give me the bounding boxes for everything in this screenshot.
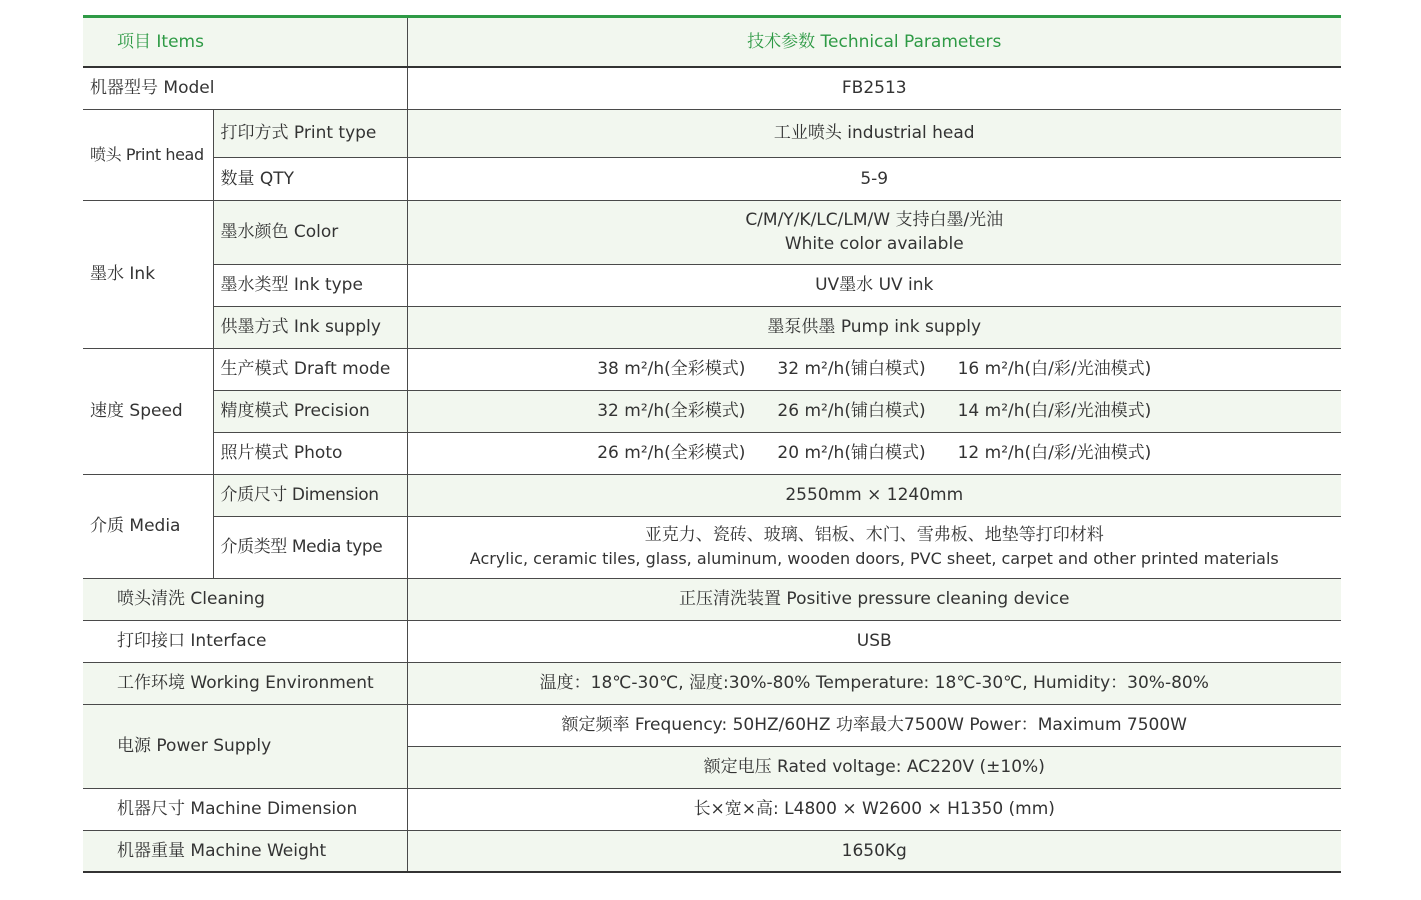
precision-value-varnish: 14 m²/h(白/彩/光油模式) xyxy=(957,401,1152,421)
table-row xyxy=(83,620,1341,662)
media-type-line2: Acrylic, ceramic tiles, glass, aluminum, wooden doors, PVC sheet, carpet and other printed materials xyxy=(469,549,1279,568)
qty-value: 5-9 xyxy=(407,157,1341,200)
qty-label: 数量 QTY xyxy=(213,157,407,200)
table-row xyxy=(83,67,1341,109)
header-params: 技术参数 Technical Parameters xyxy=(407,17,1341,68)
table-row xyxy=(83,200,1341,264)
photo-value-full: 26 m²/h(全彩模式) xyxy=(597,443,746,463)
cleaning-label: 喷头清洗 Cleaning xyxy=(83,578,407,620)
ink-group: 墨水 Ink xyxy=(83,200,213,348)
ink-type-value: UV墨水 UV ink xyxy=(407,264,1341,306)
print-type-label: 打印方式 Print type xyxy=(213,109,407,157)
ink-color-value xyxy=(407,200,1341,264)
table-row xyxy=(83,390,1341,432)
photo-value-varnish: 12 m²/h(白/彩/光油模式) xyxy=(957,443,1152,463)
interface-label: 打印接口 Interface xyxy=(83,620,407,662)
print-type-value: 工业喷头 industrial head xyxy=(407,109,1341,157)
printhead-group xyxy=(83,109,213,200)
table-row xyxy=(83,474,1341,516)
ink-color-line2: White color available xyxy=(784,234,964,254)
speed-group: 速度 Speed xyxy=(83,348,213,474)
table-row xyxy=(83,109,1341,157)
table-row xyxy=(83,704,1341,746)
media-group: 介质 Media xyxy=(83,474,213,578)
table-row xyxy=(83,432,1341,474)
interface-value: USB xyxy=(407,620,1341,662)
table-row xyxy=(83,662,1341,704)
ink-type-label: 墨水类型 Ink type xyxy=(213,264,407,306)
dimension-label: 机器尺寸 Machine Dimension xyxy=(83,788,407,830)
environment-value: 温度：18℃-30℃, 湿度:30%-80% Temperature: 18℃-30℃, Humidity：30%-80% xyxy=(407,662,1341,704)
environment-label: 工作环境 Working Environment xyxy=(83,662,407,704)
media-type-label: 介质类型 Media type xyxy=(213,516,407,578)
media-dimension-label: 介质尺寸 Dimension xyxy=(213,474,407,516)
table-row xyxy=(83,516,1341,578)
printhead-group-label: 喷头 Print head xyxy=(90,144,204,164)
ink-supply-label: 供墨方式 Ink supply xyxy=(213,306,407,348)
table-row xyxy=(83,157,1341,200)
table-row xyxy=(83,788,1341,830)
draft-value-varnish: 16 m²/h(白/彩/光油模式) xyxy=(957,359,1152,379)
dimension-value: 长×宽×高: L4800 × W2600 × H1350 (mm) xyxy=(407,788,1341,830)
power-value-1: 额定频率 Frequency: 50HZ/60HZ 功率最大7500W Power：Maximum 7500W xyxy=(407,704,1341,746)
table-row xyxy=(83,348,1341,390)
cleaning-value: 正压清洗装置 Positive pressure cleaning device xyxy=(407,578,1341,620)
table-row xyxy=(83,830,1341,872)
photo-label: 照片模式 Photo xyxy=(213,432,407,474)
weight-label: 机器重量 Machine Weight xyxy=(83,830,407,872)
table-row xyxy=(83,306,1341,348)
draft-value-full: 38 m²/h(全彩模式) xyxy=(597,359,746,379)
model-value: FB2513 xyxy=(407,67,1341,109)
media-type-line1: 亚克力、瓷砖、玻璃、铝板、木门、雪弗板、地垫等打印材料 xyxy=(644,525,1104,545)
draft-values xyxy=(407,348,1341,390)
power-value-2: 额定电压 Rated voltage: AC220V (±10%) xyxy=(407,746,1341,788)
power-label: 电源 Power Supply xyxy=(83,704,407,788)
precision-label: 精度模式 Precision xyxy=(213,390,407,432)
draft-label: 生产模式 Draft mode xyxy=(213,348,407,390)
weight-value: 1650Kg xyxy=(407,830,1341,872)
media-type-value xyxy=(407,516,1341,578)
spec-table xyxy=(83,15,1341,873)
photo-value-white: 20 m²/h(铺白模式) xyxy=(777,443,926,463)
media-dimension-value: 2550mm × 1240mm xyxy=(407,474,1341,516)
ink-supply-value: 墨泵供墨 Pump ink supply xyxy=(407,306,1341,348)
precision-values xyxy=(407,390,1341,432)
header-row xyxy=(83,17,1341,68)
draft-value-white: 32 m²/h(铺白模式) xyxy=(777,359,926,379)
model-label: 机器型号 Model xyxy=(83,67,407,109)
ink-color-line1: C/M/Y/K/LC/LM/W 支持白墨/光油 xyxy=(745,210,1004,230)
photo-values xyxy=(407,432,1341,474)
table-row xyxy=(83,264,1341,306)
header-items: 项目 Items xyxy=(83,17,407,68)
ink-color-label: 墨水颜色 Color xyxy=(213,200,407,264)
precision-value-white: 26 m²/h(铺白模式) xyxy=(777,401,926,421)
table-row xyxy=(83,578,1341,620)
precision-value-full: 32 m²/h(全彩模式) xyxy=(597,401,746,421)
